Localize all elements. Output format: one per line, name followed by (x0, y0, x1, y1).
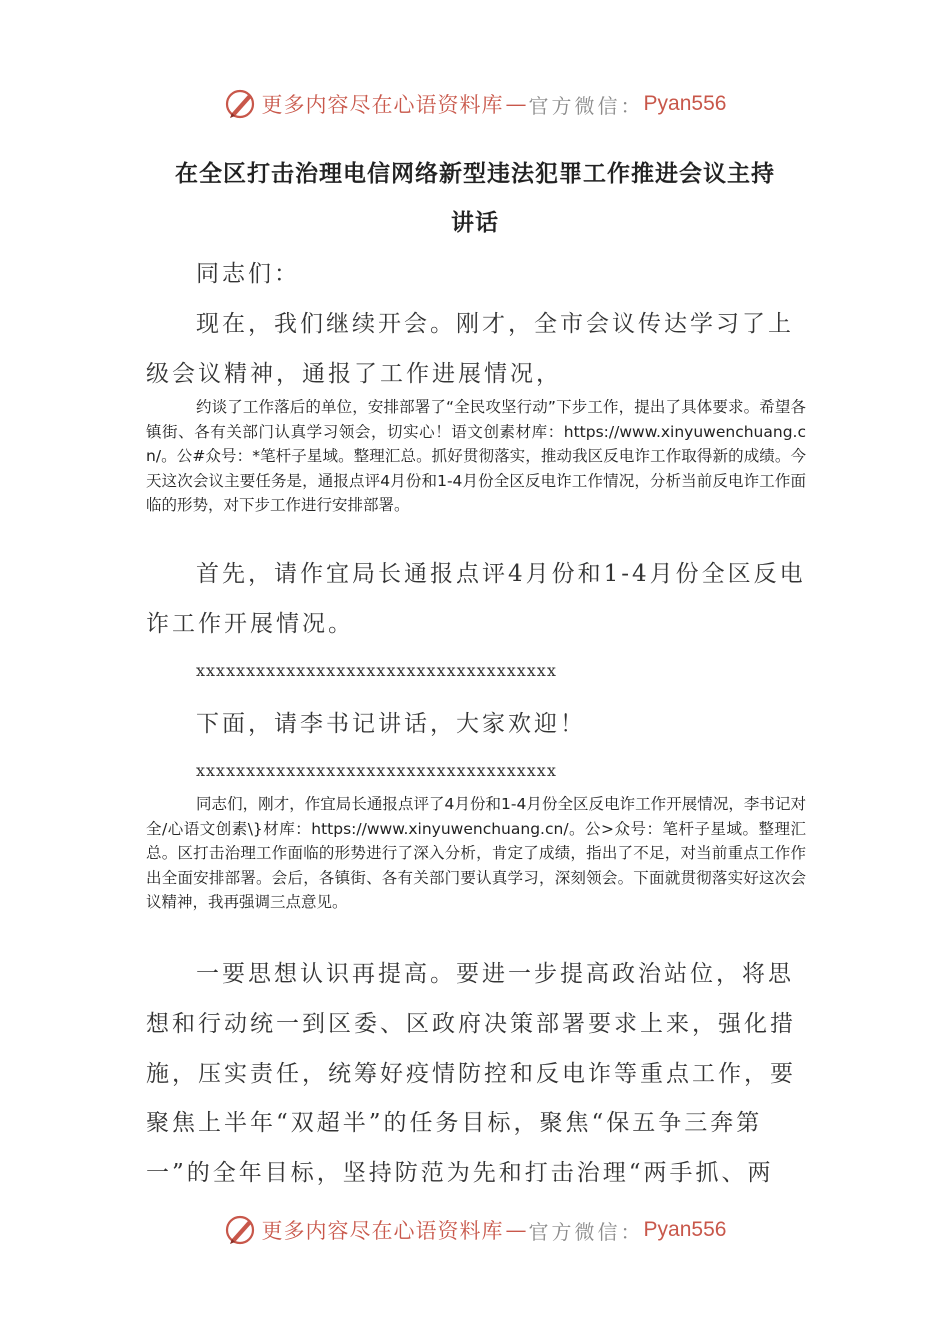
banner-official-label: 官方微信： (528, 93, 644, 118)
para6-line1: 一要思想认识再提高。要进一步提高政治站位，将思 (196, 961, 794, 987)
banner-promo-text: 更多内容尽在心语资料库 (261, 93, 504, 117)
para6-line5: 一”的全年目标，坚持防范为先和打击治理“两手抓、两 (146, 1160, 774, 1186)
banner-dash: — (505, 92, 527, 116)
banner-promo-text: 更多内容尽在心语资料库 (261, 1219, 504, 1243)
pen-logo-icon (224, 87, 258, 121)
salutation: 同志们： (196, 261, 300, 287)
header-banner (0, 84, 950, 124)
footer-banner (0, 1210, 950, 1250)
para6-line2: 想和行动统一到区委、区政府决策部署要求上来，强化措 (146, 1011, 796, 1037)
placeholder-line-2: xxxxxxxxxxxxxxxxxxxxxxxxxxxxxxxxxxxx (196, 761, 557, 780)
para1-line1: 现在，我们继续开会。刚才，全市会议传达学习了上 (196, 311, 794, 337)
banner-wechat-id: Pyan556 (643, 92, 727, 115)
pen-logo-icon (224, 1213, 258, 1247)
document-title-line1: 在全区打击治理电信网络新型违法犯罪工作推进会议主持 (175, 161, 775, 187)
para3-line2: 诈工作开展情况。 (146, 611, 354, 637)
para6-line4: 聚焦上半年“双超半”的任务目标，聚焦“保五争三奔第 (146, 1110, 763, 1136)
banner-wechat-id: Pyan556 (643, 1218, 727, 1241)
para2: 约谈了工作落后的单位，安排部署了“全民攻坚行动”下步工作，提出了具体要求。希望各镇街、各有关部门认真学习领会，切实心！语文创素材库：https://www.xinyuwenchuang.cn/。公#众号：*笔杆子星域。整理汇总。抓好贯彻落实，推动我区反电诈工作取得新的成绩。今天这次会议主要任务是，通报点评4月份和1-4月份全区反电诈工作情况，分析当前反电诈工作面临的形势，对下步工作进行安排部署。 (146, 398, 806, 514)
placeholder-line-1: xxxxxxxxxxxxxxxxxxxxxxxxxxxxxxxxxxxx (196, 661, 557, 680)
banner-official-label: 官方微信： (528, 1219, 644, 1244)
para1-line2: 级会议精神，通报了工作进展情况， (146, 361, 562, 387)
para6-line3: 施，压实责任，统筹好疫情防控和反电诈等重点工作，要 (146, 1061, 796, 1087)
para3-line1: 首先，请作宜局长通报点评4月份和1-4月份全区反电 (196, 561, 806, 587)
banner-dash: — (505, 1218, 527, 1242)
para4: 下面，请李书记讲话，大家欢迎！ (196, 711, 586, 737)
document-title-line2: 讲话 (451, 210, 499, 236)
para5: 同志们，刚才，作宜局长通报点评了4月份和1-4月份全区反电诈工作开展情况，李书记对全/心语文创素\}材库：https://www.xinyuwenchuang.cn/。公>众号：笔杆子星域。整理汇总。区打击治理工作面临的形势进行了深入分析，肯定了成绩，指出了不足，对当前重点工作作出全面安排部署。会后，各镇街、各有关部门要认真学习，深刻领会。下面就贯彻落实好这次会议精神，我再强调三点意见。 (146, 795, 806, 911)
